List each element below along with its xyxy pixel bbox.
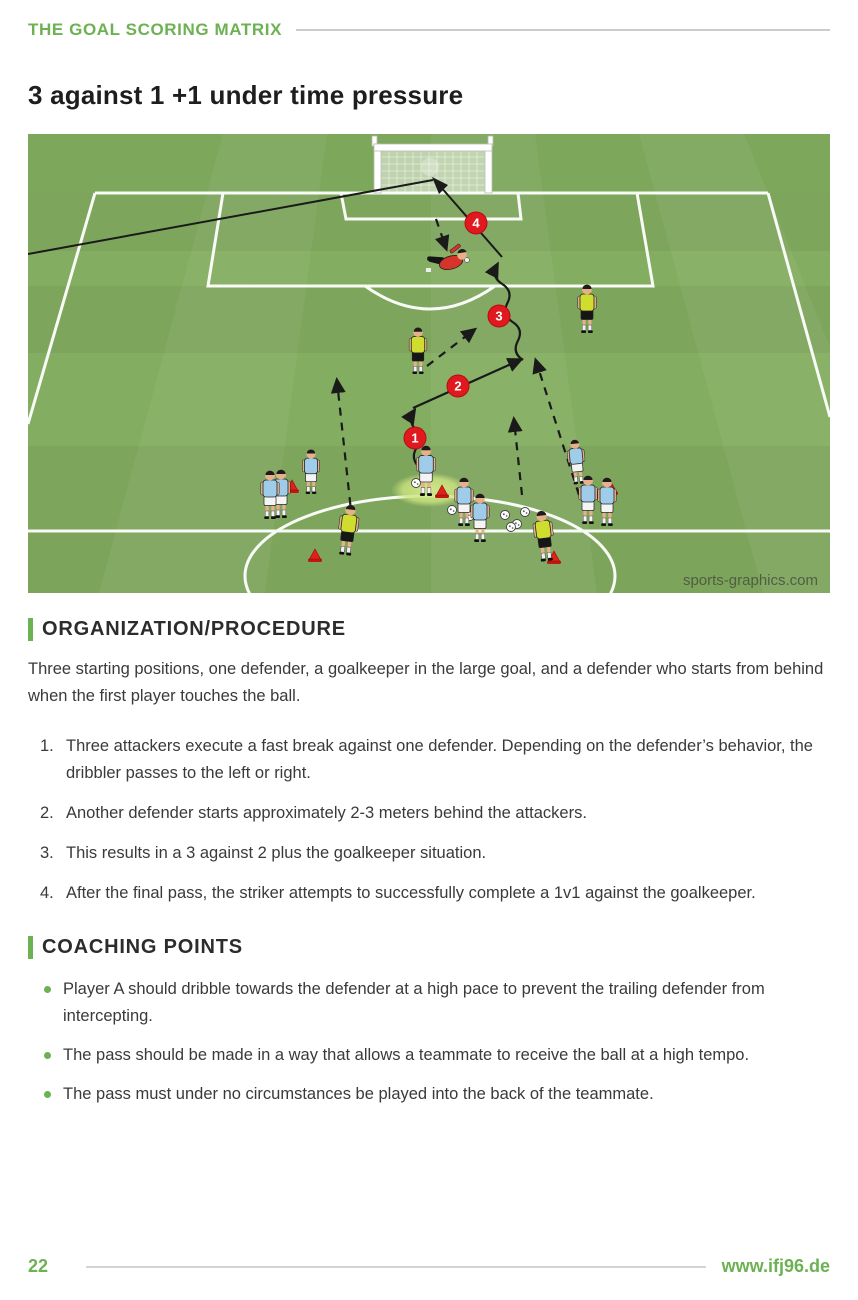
- soccer-ball: [507, 523, 516, 532]
- coaching-point: [44, 1042, 830, 1069]
- coaching-heading-text: COACHING POINTS: [42, 936, 243, 958]
- green-accent-bar: [28, 618, 33, 641]
- step-text: This results in a 3 against 2 plus the goalkeeper situation.: [66, 844, 487, 862]
- soccer-ball: [501, 511, 510, 520]
- coaching-points-list: [44, 976, 830, 1108]
- procedure-list: [40, 733, 830, 907]
- procedure-step: [40, 800, 830, 827]
- header-rule: [296, 29, 830, 31]
- coaching-point: [44, 1081, 830, 1108]
- soccer-ball: [412, 479, 421, 488]
- pitch-svg: [28, 134, 830, 593]
- point-text: The pass must under no circumstances be played into the back of the teammate.: [63, 1085, 654, 1103]
- net-watermark: [421, 158, 439, 176]
- organization-intro: Three starting positions, one defender, a goalkeeper in the large goal, and a defender who starts from behind when the first player touches the ball.: [28, 660, 824, 705]
- goal: [372, 136, 493, 193]
- page-header: [28, 0, 830, 40]
- svg-text:1: 1: [411, 430, 419, 446]
- step-number: 3.: [40, 844, 54, 862]
- website-link: www.ifj96.de: [721, 1256, 830, 1276]
- svg-text:4: 4: [472, 215, 480, 231]
- step-number: 1.: [40, 737, 54, 755]
- step-number: 2.: [40, 804, 54, 822]
- drill-title: 3 against 1 +1 under time pressure: [28, 80, 464, 110]
- step-text: Another defender starts approximately 2-3 meters behind the attackers.: [66, 804, 587, 822]
- page-footer: [28, 1256, 830, 1277]
- step-text: After the final pass, the striker attempts to successfully complete a 1v1 against the goalkeeper.: [66, 884, 756, 902]
- organization-heading: [28, 618, 830, 641]
- step-text: Three attackers execute a fast break against one defender. Depending on the defender’s behavior, the dribbler passes to the left or right.: [66, 737, 813, 782]
- drill-diagram: [28, 134, 830, 593]
- point-text: Player A should dribble towards the defender at a high pace to prevent the trailing defender from intercepting.: [63, 980, 765, 1025]
- step-marker-2: [447, 375, 469, 397]
- procedure-step: [40, 733, 830, 787]
- svg-text:2: 2: [454, 378, 462, 394]
- series-title: THE GOAL SCORING MATRIX: [28, 20, 283, 39]
- svg-text:3: 3: [495, 308, 503, 324]
- organization-heading-text: ORGANIZATION/PROCEDURE: [42, 618, 346, 640]
- diagram-watermark: sports-graphics.com: [682, 572, 818, 589]
- point-text: The pass should be made in a way that allows a teammate to receive the ball at a high tempo.: [63, 1046, 750, 1064]
- step-marker-1: [404, 427, 426, 449]
- step-number: 4.: [40, 884, 54, 902]
- coaching-point: [44, 976, 830, 1030]
- procedure-step: [40, 840, 830, 867]
- coaching-heading: [28, 936, 830, 959]
- goal-crossbar: [374, 144, 492, 151]
- soccer-ball: [448, 506, 457, 515]
- green-accent-bar: [28, 936, 33, 959]
- soccer-ball: [521, 508, 530, 517]
- footer-rule: [86, 1266, 706, 1268]
- bullet-icon: [44, 986, 51, 993]
- bullet-icon: [44, 1052, 51, 1059]
- page-number: 22: [28, 1256, 49, 1276]
- step-marker-3: [488, 305, 510, 327]
- procedure-step: [40, 880, 830, 907]
- step-marker-4: [465, 212, 487, 234]
- bullet-icon: [44, 1091, 51, 1098]
